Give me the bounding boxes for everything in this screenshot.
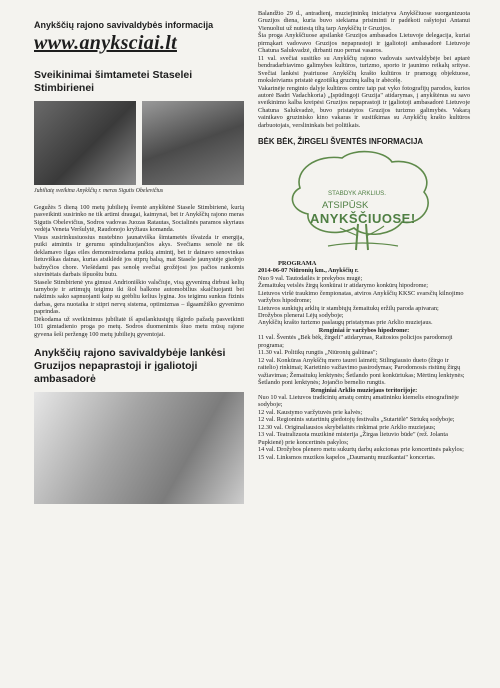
- photo-jubilee-woman: [34, 101, 136, 185]
- program-subheading: Renginiai Arklio muziejaus teritorijoje:: [310, 386, 418, 394]
- program-item: Drožybos plenerai Lėjų sodyboje;: [258, 311, 344, 319]
- section-header: Anykščių rajono savivaldybės informacija: [34, 20, 214, 30]
- program-item: 12 val. Kaustymo varžytuvės prie kalvės;: [258, 408, 363, 416]
- program-item: 15 val. Linksmos muzikos kapelos „Daumantų muzikantai" koncertas.: [258, 453, 436, 461]
- program-subheading: Renginiai ir varžybos hipodrome:: [318, 326, 410, 334]
- article1-photos: [34, 101, 244, 185]
- program-title: PROGRAMA: [278, 260, 317, 268]
- left-column: [34, 20, 244, 504]
- program-item: Žemaitukų veislės žirgų konkūrai ir atidarymo konkūrų hipodrome;: [258, 282, 429, 290]
- program-item: Nuo 9 val. Tautodailės ir prekybos mugė;: [258, 274, 363, 282]
- program-item: 12 val. Regioninis sutartinių giedotojų festivalis „Sutartėlė" Striukų sodyboje;: [258, 416, 455, 424]
- festival-logo: [280, 150, 442, 254]
- article2-paragraph: Vakarinėje renginio dalyje kultūros centre taip pat vyko fotografijų parodos, kurios autorė Badri Vadachkoria) „Įspūdingoji Gruzija" atidarymas, į anykštėnus su savo sveikinimo kalba kreipėsi Gruzijos nepaprastoji ir įgaliotoji ambasadorė Lietuvoje Chatuna Salukvadzė, buvo pristatytos Gruzijos turizmo galimybės. Vakarą vainikavo gruzinisko kino vakaras ir susitikimas su Anykščių krašto kultūros darbuotojais, verslininkais bei politikais.: [258, 84, 470, 129]
- photo-ambassador-meeting: [34, 392, 244, 504]
- program-item: Lietuvos viršė traukimo čempionatas, atviros Anykščių KKSC svarsčių kilnojimo varžybos hipodrome;: [258, 289, 464, 305]
- photo-mayor-greeting: [142, 101, 244, 185]
- article2-title: Anykščių rajono savivaldybėje lankėsi Gruzijos nepaprastoji ir įgaliotoji ambasadorė: [34, 347, 226, 386]
- article2-paragraph: Balandžio 29 d., antradienį, muziejininkų iniciatyva Anykščiuose suorganizuota Gruzijos diena, kuria buvo siekiama prisiminti ir padėkoti rašytojui Antanui Vienuoliui už nutiestą tiltą tarp Anykščių ir Gruzijos.: [258, 10, 470, 32]
- program-list: [258, 275, 470, 461]
- article1-paragraph: Visus susirinkusiuosius nustebino jaunatviška šimtametės išvaizda ir energija, puiki atmintis ir gerumu spinduliuojančios akys. Svečiams senolė ne tik deklamavo ilgas eiles demonstruodama puikią atmintį, bet ir dainavo senovinkas lietuviškas dainas, kurias atsiklėdė jos stiprų balsą, mat Stasele jaunystėje giedojo bažnyčios chore. Viešėdami pas senolę svečiai grožėjosi jos pačios rankomis siuvinėtais darbais išpuoštu butu.: [34, 233, 244, 279]
- program-item: 11.30 val. Politikų rungtis „Niūronių galiūnas";: [258, 349, 378, 357]
- logo-line2: ATSIPŪSK: [322, 200, 369, 212]
- article1-paragraph: Stasele Stimbirienė yra gimusi Andrioniškio valsčiuje, visą gyvenimą dirbusi kelių tarnyboje ir artimųjų teigimu iki šiol balkone automobilius skaičiuojanti bei naktimis sako sapnuojanti kaip su grėbliu kelius lygina. Jos teigimu sunkus fizinis darbas, gera nuotaika ir stipri nervų sistema, optimizmas – ilgaamžiško gyvenimo paprindas.: [34, 278, 244, 316]
- program-item: 12 val. Konkūras Anykščių mero taurei laimėti; Stilingiausio dueto (žirgo ir raitelio) rinkimai; Karietinio važiavimo pasirodymas; Parodomosis ristūnų žirgų važiavimas; Žemaitukų lenktynės; Šetlando poni konkūriukas; Mėrtinų lenktynės; Šetlando poni lenktynės; Jojančio bernelio rungtis.: [258, 356, 465, 387]
- program-item: 13 val. Teatralizuota muzikinė misterija „Žirgas lietuvio būde" (rež. Jolanta Pupkienė) prie koncertinės pakylos;: [258, 431, 448, 446]
- program-item: Anykščių krašto turizmo paslaugų pristatymas prie Arklio muziejaus.: [258, 319, 433, 327]
- website-url[interactable]: www.anyksciai.lt: [34, 32, 177, 54]
- program-date: 2014-06-07 Niūronių km., Anykščių r.: [258, 267, 359, 275]
- photo-caption: Jubiliatę sveikina Anykščių r. meras Sigutis Obelevičius: [34, 188, 164, 194]
- logo-line1: STABDYK ARKLIUS.: [328, 190, 386, 198]
- program-item: Lietuvos sunkiųjų arklių ir stambiųjų žemaitukų eržilų paroda apivaran;: [258, 304, 439, 312]
- program-item: 11 val. Šventės „Bėk bėk, žirgeli" atidarymas, Raitosios policijos parodomoji programa;: [258, 334, 453, 349]
- program-item: 12.30 val. Originaliausios skrybėlaitės rinkimai prie Arklio muziejaus;: [258, 423, 436, 431]
- article1-title: Sveikinimai šimtametei Staselei Stimbirienei: [34, 69, 193, 94]
- article2-paragraph: 11 val. svečiai susitiko su Anykščių rajono vadovais savivaldybėje bei aptarė bendradarbiavimo galimybes kultūros, turizmo, sporto ir jaunimo reikalų srityse. Svečiai lankėsi įvairiuose Anykščių krašto kultūros ir pramogų objektuose, moksleiviams pristatė egzotišką gruzinų kalbą ir abėcėlę.: [258, 54, 470, 85]
- article1-paragraph: Dėkodama už sveikinimus jubiliatė iš apsilankiusiųjų išgirdo pažadą pasveikinti 101 gimtadienio proga po metų. Sodros duomenimis šiuo metu mūsų rajone gyvena šeši peržengę 100 metų jubiliejų gyventojai.: [34, 315, 244, 338]
- program-item: Nuo 10 val. Lietuvos tradicinių amatų centrų amatininku kiemelis etnografinėje sodyboje;: [258, 393, 459, 409]
- festival-section-title: BĖK BĖK, ŽIRGELI ŠVENTĖS INFORMACIJA: [258, 137, 424, 147]
- program-item: 14 val. Drožybos plenero metu sukurtų darbų aukcionas prie koncertinės pakylos;: [258, 446, 464, 454]
- right-column: [258, 10, 470, 461]
- article1-paragraph: Gegužės 5 dieną 100 metų jubiliejų šventė anykštėnė Stasele Stimbirienė, kurią pasveikinti susirinko ne tik artimi draugai, kaimynai, bet ir Anykščių rajono meras Sigutis Obelevičius, Sodros vadovas Juozas Ratautas, Socialinės paramos skyriaus vedėja Veneta Veršulytė, Raudonojo kryžiaus komanda.: [34, 204, 244, 234]
- article2-paragraph: Šia proga Anykščiuose apsilankė Gruzijos ambasados Lietuvoje delegacija, kuriai pirmąkart vadovavo Gruzijos nepaprastoji ir įgaliotoji ambasadorė Lietuvoje Chatuna Salukvadzė, dirbanti nuo pernai vasaros.: [258, 32, 470, 55]
- logo-line3: ANYKŠČIUOSE!: [310, 211, 416, 227]
